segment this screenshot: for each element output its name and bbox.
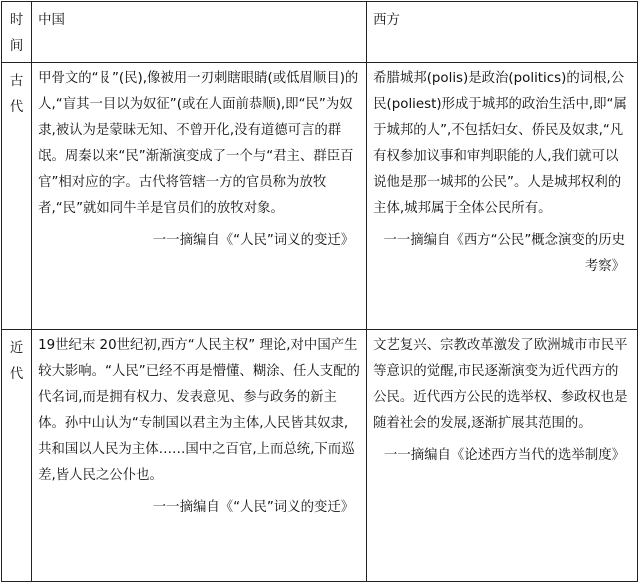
period-cell-ancient: [2, 63, 32, 330]
header-china-cell: [32, 2, 367, 63]
west-cell-modern: [367, 330, 638, 582]
china-source-ancient: 一一摘编自《“人民”词义的变迁》: [152, 233, 355, 248]
header-row: [2, 2, 638, 63]
china-cell-ancient: [32, 63, 367, 330]
table-row-ancient: [2, 63, 638, 330]
header-time-char-1: 时: [9, 13, 24, 28]
china-text-modern: 19世纪末 20世纪初,西方“人民主权” 理论,对中国产生较大影响。“人民”已经不再是懵懂、糊涂、任人支配的代名词,而是拥有权力、发表意见、参与政务的新主体。孙中山认为“专制国以君主为主体,人民皆其奴隶,共和国以人民为主体……国中之百官,上而总统,下而巡差,皆人民之公仆也。: [38, 338, 360, 483]
west-text-ancient: 希腊城邦(polis)是政治(politics)的词根,公民(poliest)形成于城邦的政治生活中,即“属于城邦的人”,不包括妇女、侨民及奴隶,“凡有权参加议事和审判职能的人,我们就可以说他是那一城邦的公民”。人是城邦权利的主体,城邦属于全体公民所有。: [373, 71, 627, 216]
comparison-table: [1, 1, 638, 582]
table-row-modern: [2, 330, 638, 582]
west-text-modern: 文艺复兴、宗教改革激发了欧洲城市市民平等意识的觉醒,市民逐渐演变为近代西方的公民。近代西方公民的选举权、参政权也是随着社会的发展,逐渐扩展其范围的。: [373, 338, 628, 431]
period-char-1: 古: [9, 74, 24, 89]
period-char-2: 代: [9, 100, 24, 115]
header-west-label: 西方: [373, 13, 400, 28]
period-cell-modern: [2, 330, 32, 582]
header-west-cell: [367, 2, 638, 63]
west-cell-ancient: [367, 63, 638, 330]
west-source-ancient: 一一摘编自《西方“公民”概念演变的历史考察》: [383, 233, 625, 274]
header-time-char-2: 间: [9, 39, 24, 54]
west-source-modern: 一一摘编自《论述西方当代的选举制度》: [383, 448, 625, 463]
header-time-cell: [2, 2, 32, 63]
china-cell-modern: [32, 330, 367, 582]
china-text-ancient: 甲骨文的“𠬝”(民),像被用一刃刺瞎眼睛(或低眉顺目)的人,“盲其一目以为奴征”(或在人面前恭顺),即“民”为奴隶,被认为是蒙昧无知、不曾开化,没有道德可言的群氓。周秦以来“民”渐渐演变成了一个与“君主、群臣百官”相对应的字。古代将管辖一方的官员称为放牧者,“民”就如同牛羊是官员们的放牧对象。: [38, 71, 359, 216]
period-char-2: 代: [9, 367, 24, 382]
period-char-1: 近: [9, 341, 24, 356]
china-source-modern: 一一摘编自《“人民”词义的变迁》: [152, 500, 355, 515]
header-china-label: 中国: [38, 13, 65, 28]
